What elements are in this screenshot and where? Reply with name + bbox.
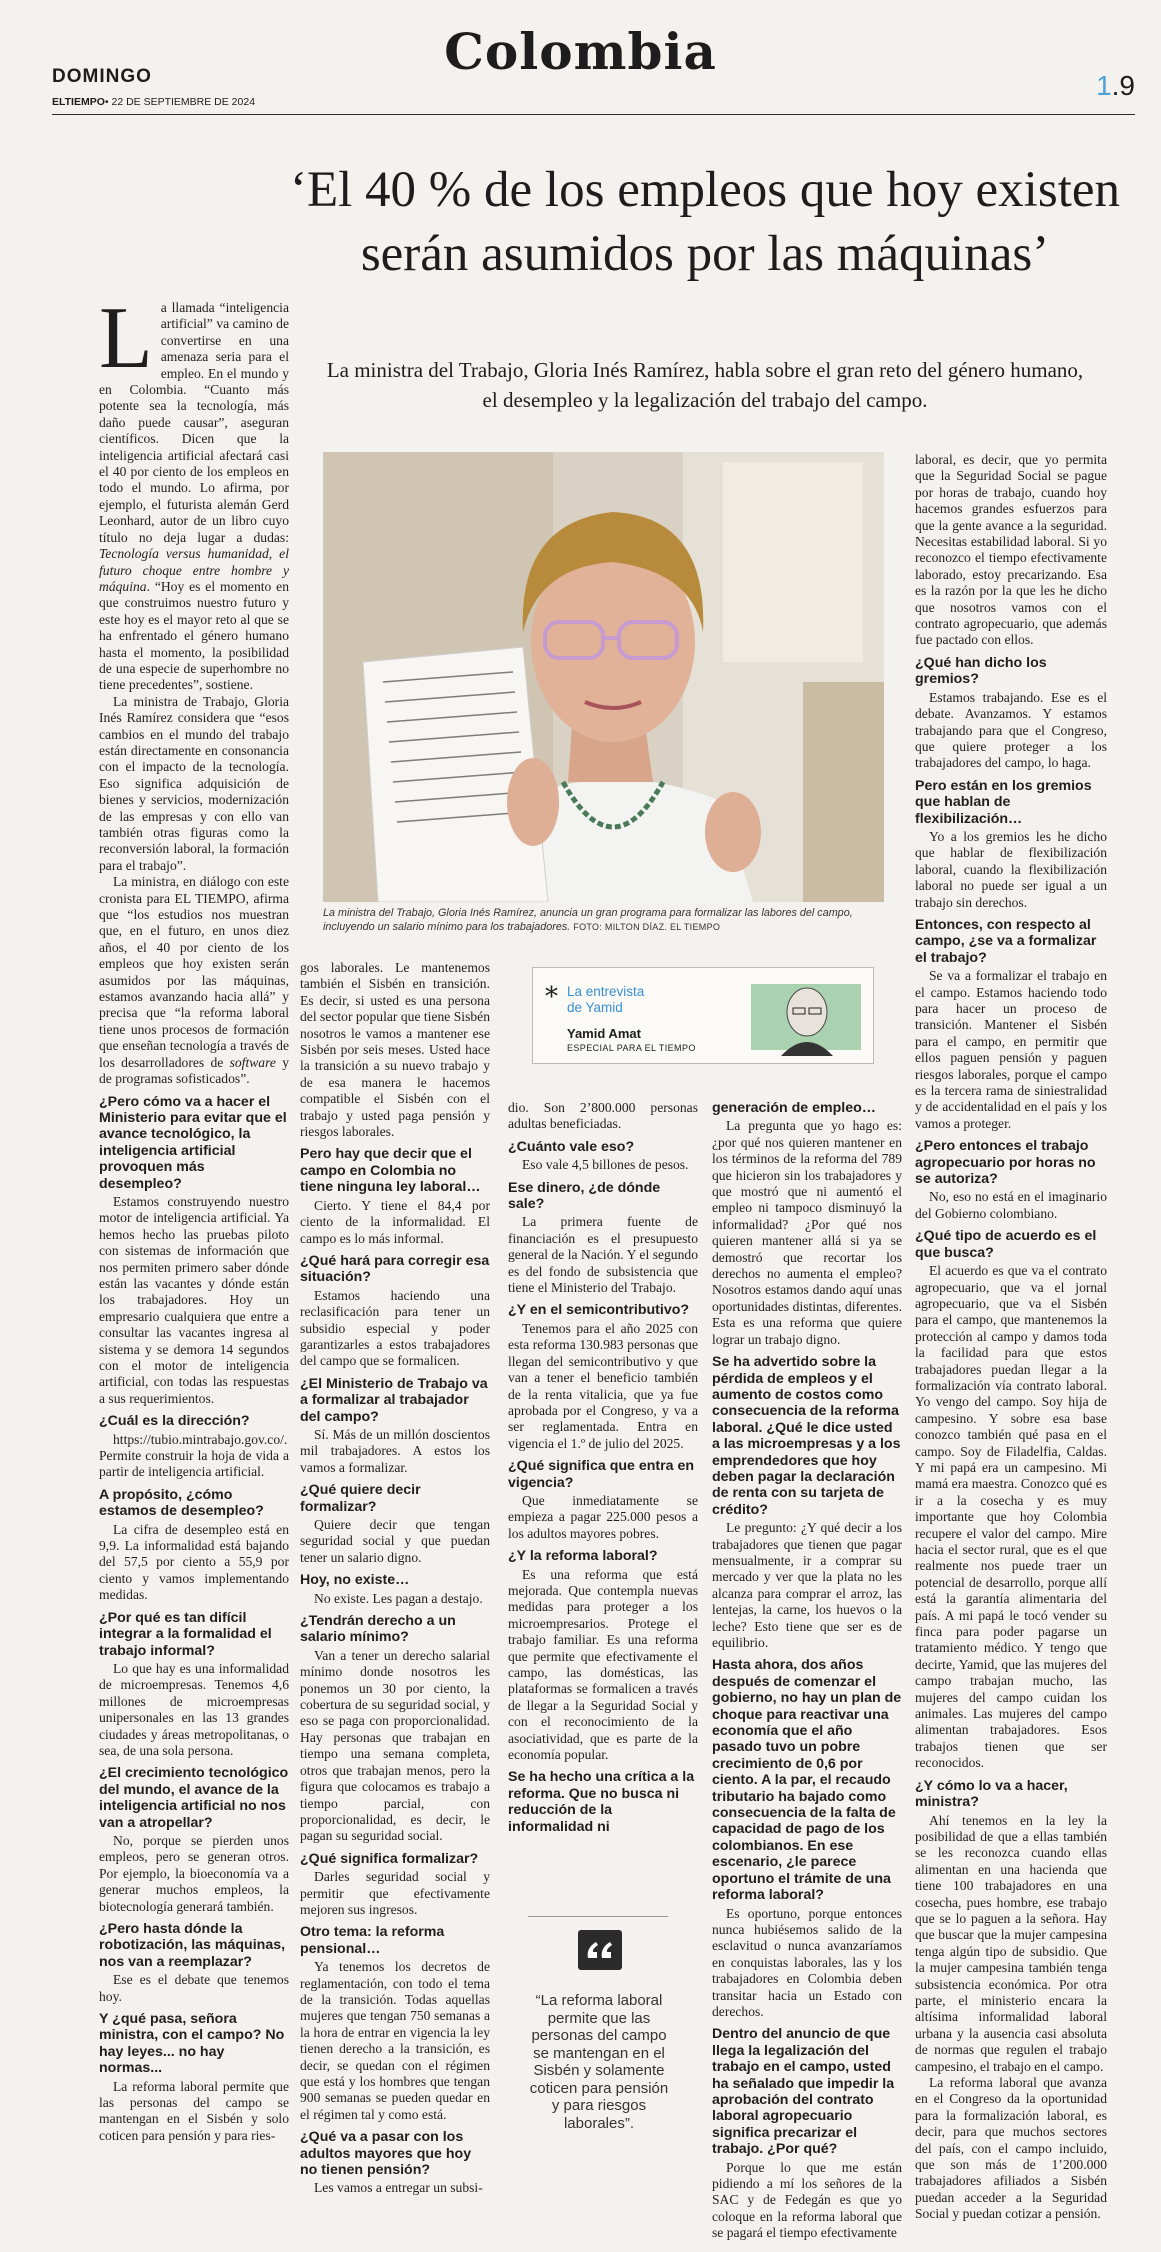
answer: La reforma laboral permite que las personas del campo se mantengan en el Sisbén y solo coticen para pensión y para ries- <box>99 2078 289 2143</box>
pull-quote: “La reforma laboral permite que las personas del campo se mantengan en el Sisbén y solamente coticen para pensión y para riesgos laborales”. <box>529 1992 669 2132</box>
author-box-label-2: de Yamid <box>567 1000 623 1015</box>
column-1 <box>99 290 289 2144</box>
answer: Ahí tenemos en la ley la posibilidad de que a ellas también se les reconozca cuando ellas alimentan en una hacienda que tiene 100 trabajadores en una cosecha, pues hombre, ese trabajo que se lo paguen a la señora. Hay que buscar que la mujer campesina tenga algún tipo de subsidio. Que la mujer campesina también tenga subsistencia económica. Por otra parte, el ministerio encara la altísima informalidad laboral urbana y la ausencia casi absoluta de normas que regulen el trabajo campesino, el trabajo en el campo. <box>915 1812 1107 2074</box>
paragraph: La reforma laboral que avanza en el Congreso da la oportunidad para la formalización laboral, es decir, para que muchos sectores del país, con el campo incluido, que son más de 1’200.000 trabajadores afiliados a Sisbén puedan acceder a la Seguridad Social y puedan cotizar a pensión. <box>915 2075 1107 2222</box>
brand-name: ELTIEMPO <box>52 96 105 108</box>
column-4 <box>712 1100 902 2242</box>
question: ¿Y en el semicontributivo? <box>508 1302 690 1319</box>
question: generación de empleo… <box>712 1100 876 1116</box>
answer: https://tubio.mintrabajo.gov.co/. Permite construir la hoja de vida a partir de inteligencia artificial. <box>99 1431 289 1480</box>
answer: Le pregunto: ¿Y qué decir a los trabajadores que tienen que pagar mensualmente, ir a comprar su mercado y ver que la plata no les alcanza para comprar el arroz, las lentejas, la carne, los huevos o la leche? Esto tiene que ser es de equilibrio. <box>712 1520 902 1650</box>
book-title: Tecnología versus humanidad, el futuro choque entre hombre y máquina <box>99 546 289 594</box>
question: Pero hay que decir que el campo en Colombia no tiene ninguna ley laboral… <box>300 1146 481 1196</box>
question: ¿Cuánto vale eso? <box>508 1138 635 1155</box>
day-label: DOMINGO <box>52 66 152 87</box>
answer: Yo a los gremios les he dicho que hablar de flexibilización laboral, cuando la flexibilización laboral no puede ser igual a un trabajo sin derechos. <box>915 828 1107 910</box>
question: ¿Qué hará para corregir esa situación? <box>300 1252 490 1286</box>
author-box <box>532 967 874 1064</box>
question: ¿Qué significa que entra en vigencia? <box>508 1458 695 1491</box>
page-number-prefix: 1 <box>1096 70 1112 101</box>
quote-rule <box>528 1916 668 1917</box>
page-number <box>1096 70 1135 102</box>
dropcap: L <box>99 290 153 387</box>
question: Pero están en los gremios que hablan de flexibilización… <box>915 777 1092 827</box>
dateline <box>52 96 255 108</box>
answer: Eso vale 4,5 billones de pesos. <box>522 1157 689 1173</box>
question: ¿El crecimiento tecnológico del mundo, el avance de la inteligencia artificial no nos van a atropellar? <box>99 1765 289 1831</box>
paragraph-end: y de programas sofisticados”. <box>99 1054 289 1087</box>
asterisk-icon: * <box>545 982 558 1012</box>
page-number-suffix: .9 <box>1111 70 1135 101</box>
answer: Estamos construyendo nuestro motor de inteligencia artificial. Ya hemos hecho las pruebas piloto con sistemas de información que nos permiten primero saber dónde están las vacantes y dónde están los trabajadores. Hoy un empresario cualquiera que entre a consultar las vacantes ingresa al sistema y se demora 14 segundos con el motor de inteligencia artificial, con todas las respuestas a sus requerimientos. <box>99 1193 289 1406</box>
question: Hoy, no existe… <box>300 1572 410 1589</box>
question: Dentro del anuncio de que llega la legalización del trabajo en el campo, usted ha señalado que impedir la aprobación del contrato laboral agropecuario significa precarizar el trabajo. ¿Por qué? <box>712 2026 895 2158</box>
column-5 <box>915 452 1107 2223</box>
column-2 <box>300 960 490 2197</box>
answer: Ya tenemos los decretos de reglamentación, con todo el tema de la transición. Todas aquellas mujeres que tengan 750 semanas a la hora de entrar en vigencia la ley tienen derecho a la transición, es decir, se quedan con el régimen que está y los hombres que tengan 900 semanas se pueden quedar en el régimen tal y como está. <box>300 1959 490 2122</box>
answer: Lo que hay es una informalidad de microempresas. Tenemos 4,6 millones de microempresas unipersonales en las 13 grandes ciudades y áreas metropolitanas, o sea, de una sola persona. <box>99 1660 289 1758</box>
date: • 22 DE SEPTIEMBRE DE 2024 <box>104 96 256 108</box>
section-title: Colombia <box>444 22 717 81</box>
paragraph: dio. Son 2’800.000 personas adultas beneficiadas. <box>508 1100 698 1132</box>
question: Se ha hecho una crítica a la reforma. Que no busca ni reducción de la informalidad ni <box>508 1769 695 1835</box>
intro-text: a llamada “inteligencia artificial” va camino de convertirse en una amenaza seria para el empleo. En el mundo y en Colombia. “Cuanto más potente sea la tecnología, más daño puede causar”, aseguran científicos. Dicen que la inteligencia artificial afectará casi el 40 por ciento de los empleos en todo el mundo. Lo afirma, por ejemplo, el futurista alemán Gerd Leonhard, autor de un libro cuyo título no deja lugar a dudas: <box>99 300 289 545</box>
answer: La cifra de desempleo está en 9,9. La informalidad está bajando del 57,5 por ciento a 55,9 por ciento y vamos implementando medidas. <box>99 1521 289 1603</box>
intro-text-end: . “Hoy es el momento en que construimos nuestro futuro y este hoy es el mayor reto al que se ha enfrentado el género humano hasta el momento, la posibilidad de una especie de superhombre no tiene precedentes”, sostiene. <box>99 578 289 693</box>
question: A propósito, ¿cómo estamos de desempleo? <box>99 1486 264 1520</box>
question: ¿Cuál es la dirección? <box>99 1413 250 1430</box>
caption-text: La ministra del Trabajo, Gloria Inés Ramírez, anuncia un gran programa para formalizar las labores del campo, incluyendo un salario mínimo para los trabajadores. <box>323 907 853 933</box>
author-portrait <box>741 976 865 1056</box>
answer: No existe. Les pagan a destajo. <box>314 1590 483 1606</box>
question: ¿Y cómo lo va a hacer, ministra? <box>915 1777 1068 1811</box>
answer: El acuerdo es que va el contrato agropecuario, que va el jornal agropecuario, que va el Sisbén para el campo, que mantenemos la protección al campo y damos toda la facilidad para que estos trabajadores puedan llegar a la formalización vía contrato laboral. Yo vengo del campo. Soy hija de campesino. Y sobre esa base conozco también qué pasa en el campo. Soy de Filadelfia, Caldas. Y mi papá era un campesino. Mi mamá era maestra. Conozco qué es ir a la cosecha y es muy importante que hoy Colombia recupere el valor del campo. Mire hacia el sector rural, que es el que realmente nos puede traer un potencial de desarrollo, porque allí está la garantía alimentaria del país. A mi papá le tocó vender su finca para poder pagarse un tratamiento médico. Y tengo que decirte, Yamid, que las mujeres del campo trabajan mucho, las mujeres del campo cuidan los animales. Las mujeres del campo alimentan trabajadores. Esos trabajos tienen que ser reconocidos. <box>915 1263 1107 1771</box>
question: ¿Qué quiere decir formalizar? <box>300 1482 421 1515</box>
photo-credit: FOTO: MILTON DÍAZ. EL TIEMPO <box>573 922 721 932</box>
quote-icon <box>578 1930 622 1970</box>
answer: Estamos haciendo una reclasificación para tener un subsidio especial y poder garantizarles a estos trabajadores del campo que se formalicen. <box>300 1287 490 1369</box>
answer: La pregunta que yo hago es: ¿por qué nos quieren mantener en los términos de la reforma del 789 que hicieron sin los trabajadores y que mostró que ni aumentó el empleo ni tampoco disminuyó la informalidad? ¿Por qué nos quieren mantener allá si ya se demostró que recortar los derechos no aumenta el empleo? Nosotros estamos dando aquí unas oportunidades distintas, diferentes. Esta es una reforma que quiere lograr un trabajo digno. <box>712 1118 902 1347</box>
question: ¿Qué han dicho los gremios? <box>915 654 1047 688</box>
question: ¿Pero entonces el trabajo agropecuario por horas no se autoriza? <box>915 1138 1096 1188</box>
answer: Se va a formalizar el trabajo en el campo. Estamos haciendo todo para hacer un proceso de transición. Mantener el Sisbén para el campo, en permitir que ellos paguen pensión y paguen riesgos laborales, porque el campo es la tercera rama de siniestralidad y de accidentalidad en el país y los vamos a proteger. <box>915 968 1107 1131</box>
question: ¿Pero cómo va a hacer el Ministerio para evitar que el avance tecnológico, la inteligencia artificial provoquen más desempleo? <box>99 1093 287 1192</box>
author-name: Yamid Amat <box>567 1026 641 1041</box>
paragraph: La ministra de Trabajo, Gloria Inés Ramírez considera que “esos cambios en el mundo del trabajo están directamente en consonancia con el impacto de la tecnología. Eso significa adquisición de bienes y servicios, modernización de las empresas y con ello van también otras figuras como la reconversión laboral, la formación para el trabajo”. <box>99 693 289 873</box>
answer: Es oportuno, porque entonces nunca hubiésemos salido de la esclavitud o nunca avanzaríamos en conquistas laborales, las y los trabajadores en Colombia deben transitar hacia un Estado con derechos. <box>712 1905 902 2019</box>
header-rule <box>52 114 1135 115</box>
question: Y ¿qué pasa, señora ministra, con el campo? No hay leyes... no hay normas... <box>99 2011 285 2077</box>
answer: Darles seguridad social y permitir que efectivamente mejoren sus ingresos. <box>300 1869 490 1917</box>
answer: Ese es el debate que tenemos hoy. <box>99 1972 289 2004</box>
interview-photo <box>323 452 884 902</box>
answer: No, eso no está en el imaginario del Gobierno colombiano. <box>915 1189 1107 1221</box>
answer: Estamos trabajando. Ese es el debate. Avanzamos. Y estamos trabajando para que el Congreso, que quiere proteger a los trabajadores del campo, lo haga. <box>915 689 1107 771</box>
answer: Van a tener un derecho salarial mínimo donde nosotros les ponemos un 30 por ciento, la cobertura de su seguridad social, y eso se paga con proporcionalidad. Hay personas que trabajan en tiempo una semana completa, otros que trabajan menos, pero la figura que colocamos es trabajo a tiempo parcial, con proporcionalidad, es decir, le pagan su seguridad social. <box>300 1647 490 1844</box>
question: Ese dinero, ¿de dónde sale? <box>508 1179 661 1213</box>
software-word: software <box>229 1054 276 1070</box>
question: ¿Qué va a pasar con los adultos mayores que hoy no tienen pensión? <box>300 2129 472 2179</box>
question: Entonces, con respecto al campo, ¿se va a formalizar el trabajo? <box>915 916 1097 966</box>
answer: Tenemos para el año 2025 con esta reforma 130.983 personas que llegan del semicontributivo y que van a tener el beneficio también de la renta vitalicia, que ya fue aprobada por el Congreso, y va a ser reglamentada. Entra en vigencia el 1.º de julio del 2025. <box>508 1320 698 1451</box>
question: ¿Qué tipo de acuerdo es el que busca? <box>915 1228 1097 1261</box>
paragraph: laboral, es decir, que yo permita que la Seguridad Social se pague por horas de trabajo, cuando hoy hacemos grandes esfuerzos para que la gente avance a la seguridad. Necesitas estabilidad laboral. Si yo reconozco el tiempo efectivamente laborado, estoy precarizando. Esa es la razón por la que les he dicho que nosotros vamos con el contrato agropecuario, que además fue pactado con ellos. <box>915 452 1107 648</box>
paragraph: gos laborales. Le mantenemos también el Sisbén en transición. Es decir, si usted es una persona del sector popular que tiene Sisbén nosotros le vamos a mantener ese Sisbén por seis meses. Usted hace la transición a su nuevo trabajo y de esa manera le hacemos compatible el Sisbén con el trabajo y usted paga pensión y riesgos laborales. <box>300 960 490 1140</box>
question: ¿Por qué es tan difícil integrar a la formalidad el trabajo informal? <box>99 1609 272 1659</box>
answer: Quiere decir que tengan seguridad social y que puedan tener un salario digno. <box>300 1517 490 1565</box>
answer: No, porque se pierden unos empleos, pero se generan otros. Por ejemplo, la bioeconomía va a generar muchos empleos, la biotecnología generará también. <box>99 1832 289 1914</box>
author-role: ESPECIAL PARA EL TIEMPO <box>567 1043 696 1053</box>
question: Otro tema: la reforma pensional… <box>300 1924 445 1957</box>
question: ¿Tendrán derecho a un salario mínimo? <box>300 1613 456 1646</box>
column-3 <box>508 1100 698 1837</box>
answer: Les vamos a entregar un subsi- <box>314 2180 483 2196</box>
answer: Porque lo que me están pidiendo a mí los señores de la SAC y de Fedegán es que yo coloque en la reforma laboral que se pagará el tiempo efectivamente <box>712 2159 902 2241</box>
answer: Es una reforma que está mejorada. Que contempla nuevas medidas para proteger a los microempresarios. Protege el trabajo familiar. Es una reforma que permite que efectivamente el campo, las domésticas, las plataformas se formalicen a través de llegar a la Seguridad Social y con el reconocimiento de la asociatividad, que es parte de la economía popular. <box>508 1566 698 1763</box>
answer: Cierto. Y tiene el 84,4 por ciento de la informalidad. El campo es lo más informal. <box>300 1197 490 1246</box>
author-box-label-1: La entrevista <box>567 984 645 999</box>
answer: Sí. Más de un millón doscientos mil trabajadores. A estos los vamos a formalizar. <box>300 1426 490 1475</box>
photo-caption <box>323 906 884 934</box>
question: Se ha advertido sobre la pérdida de empleos y el aumento de costos como consecuencia de la reforma laboral. ¿Qué le dice usted a las microempresas y a los emprendedores que hoy deben pagar la declaración de renta con su tarjeta de crédito? <box>712 1354 901 1518</box>
answer: Que inmediatamente se empieza a pagar 225.000 pesos a los adultos mayores pobres. <box>508 1492 698 1541</box>
question: ¿Qué significa formalizar? <box>300 1850 479 1867</box>
question: ¿Pero hasta dónde la robotización, las máquinas, nos van a reemplazar? <box>99 1921 286 1970</box>
paragraph-text: La ministra, en diálogo con este cronista para EL TIEMPO, afirma que “los estudios nos muestran que, en el futuro, en unos diez años, el 40 por ciento de los empleos que hoy existen serán asumidos por las máquinas, estamos avanzando hacia allá” y precisa que “la reforma laboral tiene unos procesos de formación que enseñan tecnología a través de los desarrolladores de <box>99 874 289 1070</box>
deck: La ministra del Trabajo, Gloria Inés Ramírez, habla sobre el gran reto del género humano, el desempleo y la legalización del trabajo del campo. <box>326 358 1084 412</box>
question: Hasta ahora, dos años después de comenzar el gobierno, no hay un plan de choque para reactivar una economía que el año pasado tuvo un pobre crecimiento de 0,6 por ciento. A la par, el recaudo tributario ha bajado como consecuencia de la falta de capacidad de pago de los colombianos. En ese escenario, ¿le parece oportuno el trámite de una reforma laboral? <box>712 1657 902 1904</box>
headline: ‘El 40 % de los empleos que hoy existen serán asumidos por las máquinas’ <box>290 162 1120 282</box>
question: ¿El Ministerio de Trabajo va a formalizar al trabajador del campo? <box>300 1375 488 1425</box>
paragraph <box>99 874 289 1087</box>
answer: La primera fuente de financiación es el presupuesto general de la Nación. Y el segundo es del fondo de subsistencia que tiene el Ministerio del Trabajo. <box>508 1214 698 1296</box>
question: ¿Y la reforma laboral? <box>508 1548 658 1565</box>
